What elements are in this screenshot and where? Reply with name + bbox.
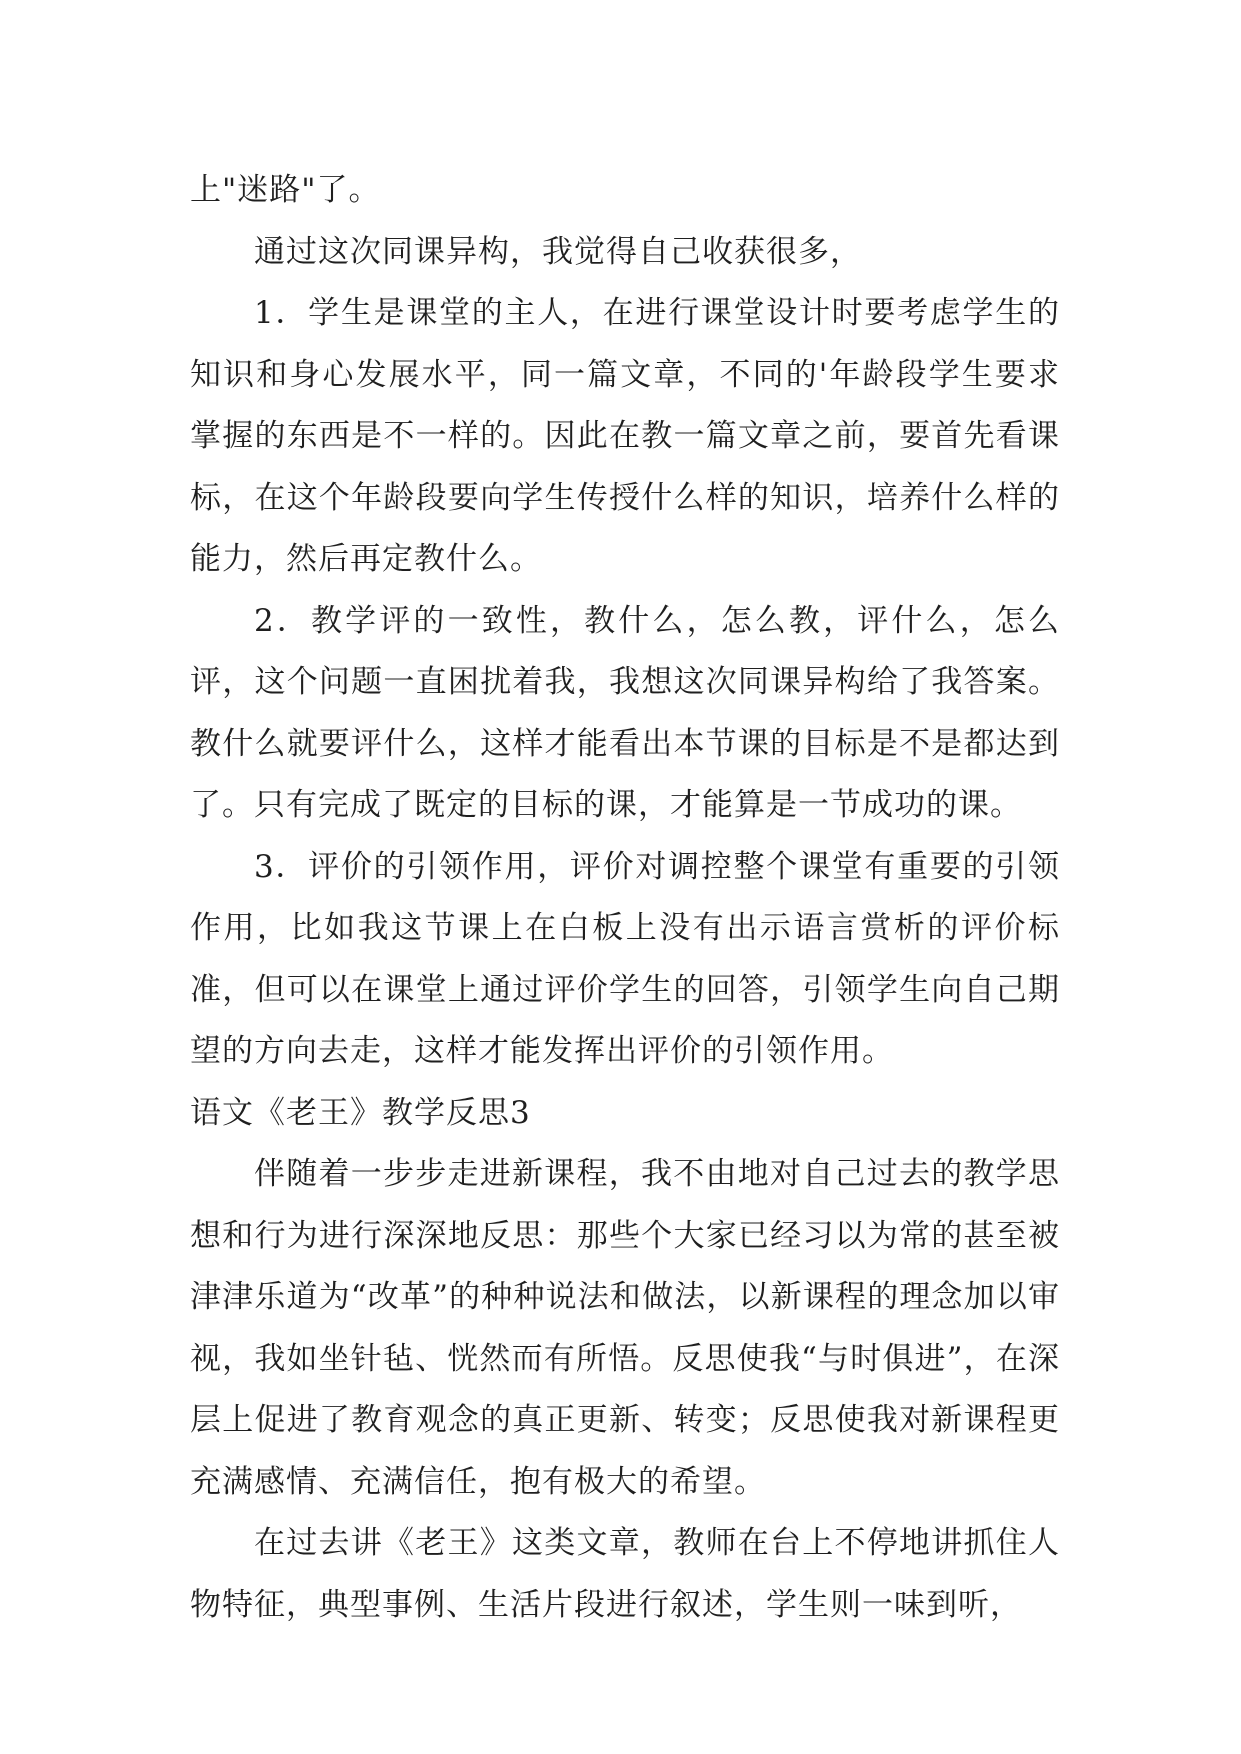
paragraph-point-2: 2．教学评的一致性，教什么，怎么教，评什么，怎么评，这个问题一直困扰着我，我想这次同课异构给了我答案。教什么就要评什么，这样才能看出本节课的目标是不是都达到了。只有完成了既定的目标的课，才能算是一节成功的课。 xyxy=(190,602,1060,823)
paragraph-continuation: 上"迷路"了。 xyxy=(190,172,381,208)
paragraph-point-3: 3．评价的引领作用，评价对调控整个课堂有重要的引领作用，比如我这节课上在白板上没有出示语言赏析的评价标准，但可以在课堂上通过评价学生的回答，引领学生向自己期望的方向去走，这样才能发挥出评价的引领作用。 xyxy=(190,848,1060,1069)
document-body xyxy=(190,160,1060,1636)
paragraph-reflection: 伴随着一步步走进新课程，我不由地对自己过去的教学思想和行为进行深深地反思：那些个大家已经习以为常的甚至被津津乐道为“改革”的种种说法和做法，以新课程的理念加以审视，我如坐针毡、恍然而有所悟。反思使我“与时俱进”，在深层上促进了教育观念的真正更新、转变；反思使我对新课程更充满感情、充满信任，抱有极大的希望。 xyxy=(190,1156,1060,1500)
section-heading: 语文《老王》教学反思3 xyxy=(190,1094,531,1131)
paragraph-intro: 通过这次同课异构，我觉得自己收获很多， xyxy=(254,233,862,270)
paragraph-point-1: 1．学生是课堂的主人，在进行课堂设计时要考虑学生的知识和身心发展水平，同一篇文章，不同的'年龄段学生要求掌握的东西是不一样的。因此在教一篇文章之前，要首先看课标，在这个年龄段要向学生传授什么样的知识，培养什么样的能力，然后再定教什么。 xyxy=(190,295,1060,577)
paragraph-past-teaching: 在过去讲《老王》这类文章，教师在台上不停地讲抓住人物特征，典型事例、生活片段进行叙述，学生则一味到听， xyxy=(190,1525,1060,1623)
